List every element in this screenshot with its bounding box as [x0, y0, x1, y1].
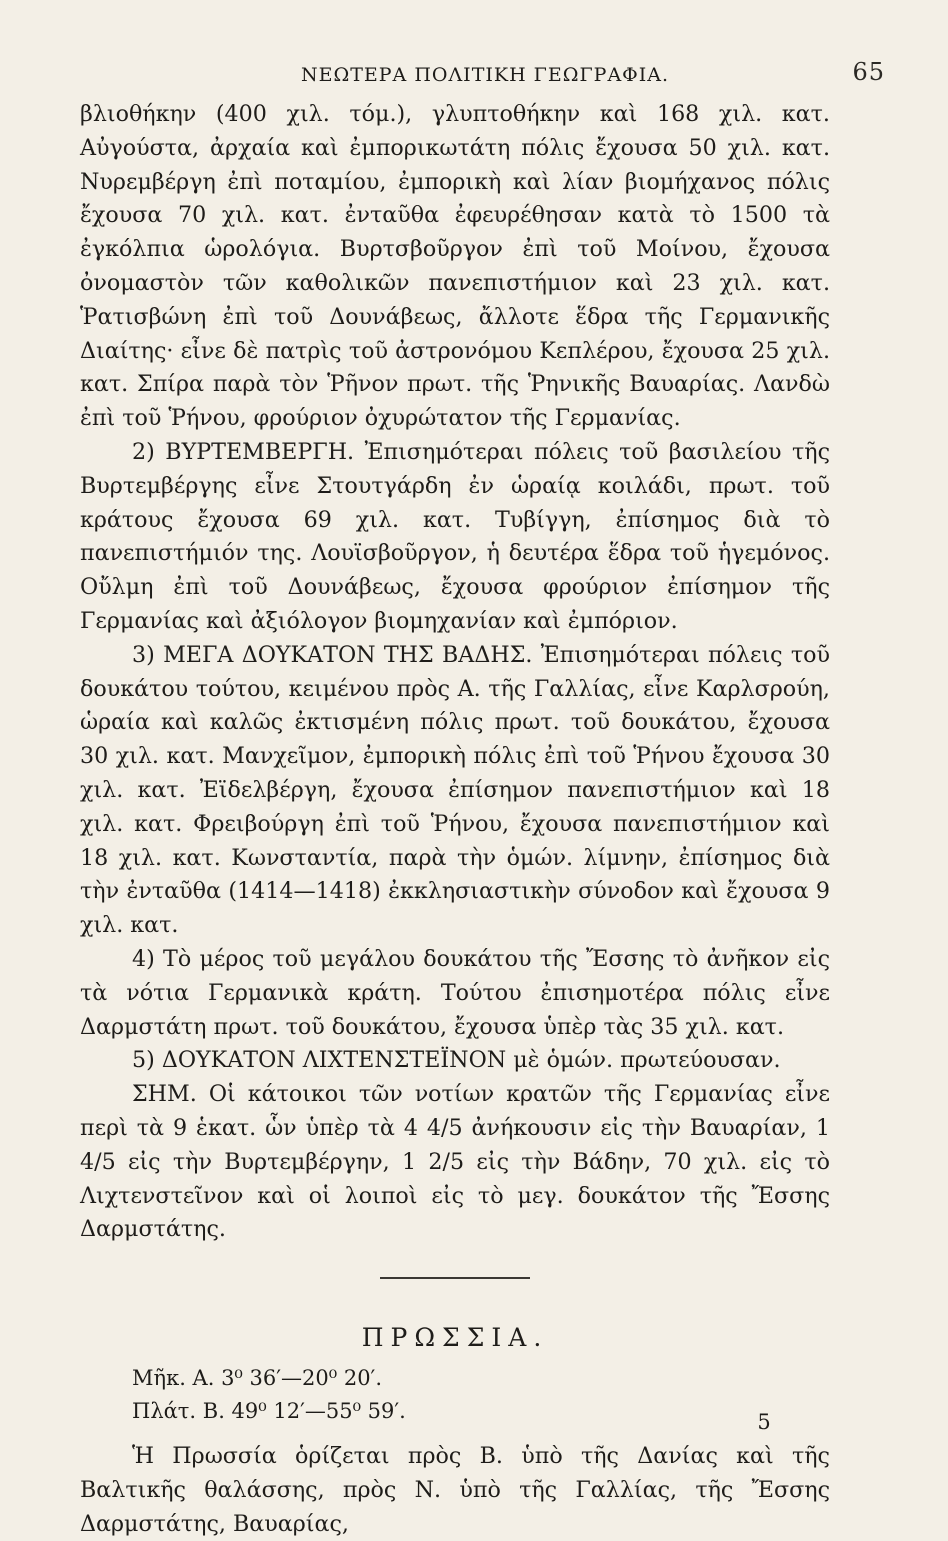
running-title: ΝΕΩΤΕΡΑ ΠΟΛΙΤΙΚΗ ΓΕΩΓΡΑΦΙΑ. — [300, 64, 670, 86]
section-title: ΠΡΩΣΣΙΑ. — [361, 1323, 549, 1353]
paragraph-bavaria-cities: βλιοθήκην (400 χιλ. τόμ.), γλυπτοθήκην καὶ 168 χιλ. κατ. Αὐγούστα, ἀρχαία καὶ ἐμπορικωτάτη πόλις ἔχουσα 50 χιλ. κατ. Νυρεμβέργη ἐπὶ ποταμίου, ἐμπορικὴ καὶ λίαν βιομήχανος πόλις ἔχουσα 70 χιλ. κατ. ἐνταῦθα ἐφευρέθησαν κατὰ τὸ 1500 τὰ ἐγκόλπια ὡρολόγια. Βυρτσβοῦργον ἐπὶ τοῦ Μοίνου, ἔχουσα ὀνομαστὸν τῶν καθολικῶν πανεπιστήμιον καὶ 23 χιλ. κατ. Ῥατισβώνη ἐπὶ τοῦ Δουνάβεως, ἄλλοτε ἕδρα τῆς Γερμανικῆς Διαίτης· εἶνε δὲ πατρὶς τοῦ ἀστρονόμου Κεπλέρου, ἔχουσα 25 χιλ. κατ. Σπίρα παρὰ τὸν Ῥῆνον πρωτ. τῆς Ῥηνικῆς Βαυαρίας. Λανδὼ ἐπὶ τοῦ Ῥήνου, φρούριον ὀχυρώτατον τῆς Γερμανίας. — [80, 101, 830, 432]
paragraph-wurttemberg: 2) ΒΥΡΤΕΜΒΕΡΓΗ. Ἐπισημότεραι πόλεις τοῦ βασιλείου τῆς Βυρτεμβέργης εἶνε Στουτγάρδη ἐν ὡραίᾳ κοιλάδι, πρωτ. τοῦ κράτους ἔχουσα 69 χιλ. κατ. Τυβίγγη, ἐπίσημος διὰ τὸ πανεπιστήμιόν της. Λουϊσβοῦργον, ἡ δευτέρα ἕδρα τοῦ ἡγεμόνος. Οὔλμη ἐπὶ τοῦ Δουνάβεως, ἔχουσα φρούριον ἐπίσημον τῆς Γερμανίας καὶ ἀξιόλογον βιομηχανίαν καὶ ἐμπόριον. — [80, 438, 830, 634]
running-head — [80, 58, 885, 98]
body-text — [80, 98, 830, 1247]
longitude-line: Μῆκ. Α. 3⁰ 36′—20⁰ 20′. — [132, 1366, 383, 1391]
paragraph-hesse: 4) Τὸ μέρος τοῦ μεγάλου δουκάτου τῆς Ἔσσης τὸ ἀνῆκον εἰς τὰ νότια Γερμανικὰ κράτη. Τούτου ἐπισημοτέρα πόλις εἶνε Δαρμστάτη πρωτ. τοῦ δουκάτου, ἔχουσα ὑπὲρ τὰς 35 χιλ. κατ. — [80, 945, 830, 1040]
paragraph-liechtenstein: 5) ΔΟΥΚΑΤΟΝ ΛΙΧΤΕΝΣΤΕΪΝΟΝ μὲ ὁμών. πρωτεύουσαν. — [132, 1047, 781, 1074]
paragraph-prussia-intro: Ἡ Πρωσσία ὁρίζεται πρὸς Β. ὑπὸ τῆς Δανίας καὶ τῆς Βαλτικῆς θαλάσσης, πρὸς Ν. ὑπὸ τῆς Γαλλίας, τῆς Ἔσσης Δαρμστάτης, Βαυαρίας, — [80, 1443, 830, 1537]
section-divider — [380, 1277, 530, 1279]
latitude-line: Πλάτ. Β. 49⁰ 12′—55⁰ 59′. — [132, 1399, 406, 1424]
paragraph-note: ΣΗΜ. Οἱ κάτοικοι τῶν νοτίων κρατῶν τῆς Γερμανίας εἶνε περὶ τὰ 9 ἑκατ. ὧν ὑπὲρ τὰ 4 4/5 ἀνήκουσιν εἰς τὴν Βαυαρίαν, 1 4/5 εἰς τὴν Βυρτεμβέργην, 1 2/5 εἰς τὴν Βάδην, 70 χιλ. εἰς τὸ Λιχτενστεῖνον καὶ οἱ λοιποὶ εἰς τὸ μεγ. δουκάτον τῆς Ἔσσης Δαρμστάτης. — [80, 1081, 830, 1243]
paragraph-baden: 3) ΜΕΓΑ ΔΟΥΚΑΤΟΝ ΤΗΣ ΒΑΔΗΣ. Ἐπισημότεραι πόλεις τοῦ δουκάτου τούτου, κειμένου πρὸς Α. τῆς Γαλλίας, εἶνε Καρλσρούη, ὡραία καὶ καλῶς ἐκτισμένη πόλις πρωτ. τοῦ δουκάτου, ἔχουσα 30 χιλ. κατ. Μανχεῖμον, ἐμπορικὴ πόλις ἐπὶ τοῦ Ῥήνου ἔχουσα 30 χιλ. κατ. Ἐϊδελβέργη, ἔχουσα ἐπίσημον πανεπιστήμιον καὶ 18 χιλ. κατ. Φρειβούργη ἐπὶ τοῦ Ῥήνου, ἔχουσα πανεπιστήμιον καὶ 18 χιλ. κατ. Κωνσταντία, παρὰ τὴν ὁμών. λίμνην, ἐπίσημος διὰ τὴν ἐνταῦθα (1414—1418) ἐκκλησιαστικὴν σύνοδον καὶ ἔχουσα 9 χιλ. κατ. — [80, 641, 830, 939]
section-intro — [80, 1440, 830, 1541]
page-number: 65 — [852, 58, 885, 86]
signature-mark: 5 — [757, 1410, 771, 1434]
